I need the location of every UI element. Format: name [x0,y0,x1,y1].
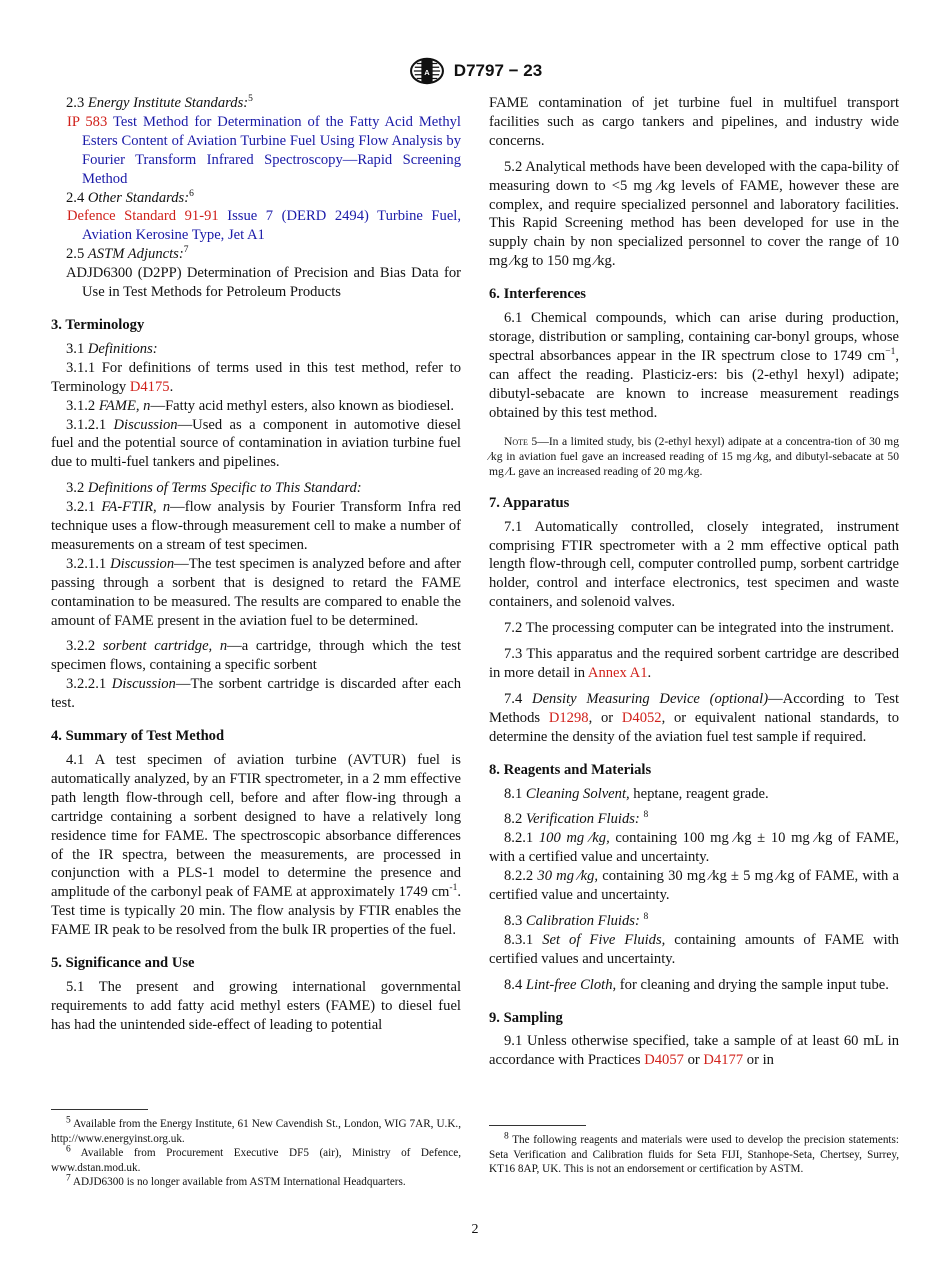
section-9-heading: 9. Sampling [489,1009,563,1026]
page-header [0,56,950,86]
section-8-heading: 8. Reagents and Materials [489,761,652,778]
annex-a1-link[interactable]: Annex A1 [587,664,648,681]
adjd6300-reference: ADJD6300 (D2PP) Determination of Precision and Bias Data for Use in Test Methods for Petroleum Products [66,265,461,301]
d4175-link[interactable]: D4175 [129,378,170,395]
d4177-link[interactable]: D4177 [703,1052,744,1069]
section-3-2-2-1: 3.2.2.1 Discussion—The sorbent cartridge is discarded after each test. [51,676,461,712]
defence-standard-reference [51,207,461,245]
section-7-4: 7.4 Density Measuring Device (optional)—According to Test Methods D1298, or D4052, or equivalent national standards, to determine the density of the aviation fuel test sample if required. [489,690,900,745]
section-8-2-2: 8.2.2 30 mg ⁄kg, containing 30 mg ⁄kg ± 5 mg ⁄kg of FAME, with a certified value and uncertainty. [489,868,899,904]
footnotes-left [51,1117,461,1190]
section-4-1: 4.1 A test specimen of aviation turbine (AVTUR) fuel is automatically analyzed, by an FTIR spectrometer, in a 2 mm effective path length flow-through cell, before and after flow-ing through a cartridge containing a sorbent designed to have a relatively long residence time for FAME. The spectroscopic absorbance differences of the IR spectra, between the measurements, are processed in conjunction with a PLS-1 model to determine the presence and amplitude of the carbonyl peak of FAME at approximately 1749 $cm^{-1}$. Test time is typically 20 min. The flow analysis by FTIR enables the FAME IR peak to be resolved from the bulk IR properties of the fuel. [51,752,461,939]
page-number: 2 [471,1222,479,1237]
section-5-1-continued: FAME contamination of jet turbine fuel in multifuel transport facilities such as cargo tankers and pipelines, and industry wide concerns. [489,95,899,149]
footnote-6: $^6$ Available from Procurement Executive DF5 (air), Ministry of Defence, www.dstan.mod.uk. [51,1144,461,1174]
section-3-1-2: 3.1.2 FAME, n—Fatty acid methyl esters, also known as biodiesel. [66,397,455,414]
footnote-7: $^7$ ADJD6300 is no longer available from ASTM International Headquarters. [66,1173,406,1189]
footnote-5: $^5$ Available from the Energy Institute, 61 New Cavendish St., London, WIG 7AR, U.K., http://www.energyinst.org.uk. [51,1115,461,1145]
defence-standard-title-link[interactable]: Issue 7 (DERD 2494) Turbine Fuel, Aviation Kerosine Type, Jet A1 [82,208,462,244]
section-8-2: 8.2 Verification Fluids: $^8$ [504,810,649,828]
section-2-5: 2.5 ASTM Adjuncts:$^7$ [66,245,189,263]
astm-logo-icon [408,56,446,86]
section-3-2: 3.2 Definitions of Terms Specific to This Standard: [66,480,362,497]
section-8-3: 8.3 Calibration Fluids: $^8$ [504,912,649,929]
note-5: Note 5—In a limited study, bis (2-ethyl hexyl) adipate at a concentra-tion of 30 mg ⁄kg in aviation fuel gave an increased reading of 15 mg ⁄kg, and dibutyl-sebacate at 50 mg ⁄L gave an increased reading of 20 mg ⁄kg. [489,434,899,479]
section-7-heading: 7. Apparatus [489,494,570,511]
section-5-1: 5.1 The present and growing international governmental requirements to add fatty acid methyl esters (FAME) to diesel fuel has had the unintended side-effect of leading to potential [51,978,461,1033]
footnotes-right [489,1133,899,1177]
section-3-1: 3.1 Definitions: [66,340,158,357]
ip583-title-link[interactable]: Test Method for Determination of the Fatty Acid Methyl Esters Content of Aviation Turbine Fuel Using Flow Analysis by Fourier Transform Infrared Spectroscopy—Rapid Screening Method [82,113,461,187]
ip583-reference [51,113,461,189]
section-4-heading: 4. Summary of Test Method [51,728,225,745]
section-3-1-1: 3.1.1 For definitions of terms used in this test method, refer to Terminology D4175. [51,359,461,395]
section-5-heading: 5. Significance and Use [51,955,195,972]
d1298-link[interactable]: D1298 [548,709,589,726]
footnote-divider-left [51,1109,148,1110]
d4057-link[interactable]: D4057 [644,1052,684,1069]
section-6-1: 6.1 Chemical compounds, which can arise during production, storage, distribution or sampling, containing car-bonyl groups, whose spectral absorbances appear in the IR spectrum close to 1749 $cm^{-1}$, can affect the reading. Plasticiz-ers: bis (2-ethyl hexyl) adipate; dibutyl-sebacate are known to increase measurement readings obtained by this test method. [489,310,899,421]
section-8-2-1: 8.2.1 100 mg ⁄kg, containing 100 mg ⁄kg ± 10 mg ⁄kg of FAME, with a certified value and uncertainty. [489,830,899,866]
footnote-8: $^8$ The following reagents and materials were used to develop the precision statements: Seta Verification and Calibration fluids for Seta FIJI, Stanhope-Seta, Chertsey, Surrey, KT16 8AP, UK. This is not an endorsement or certification by ASTM. [489,1131,899,1176]
section-8-4: 8.4 Lint-free Cloth, for cleaning and drying the sample input tube. [504,976,889,993]
section-5-2: 5.2 Analytical methods have been developed with the capa-bility of measuring down to <5 mg ⁄kg levels of FAME, however these are complex, and require specialized personnel and laboratory facilities. This Rapid Screening method has been developed for use in the supply chain by non specialized personnel to cover the range of 10 mg ⁄kg to 150 mg ⁄kg. [489,158,899,270]
svg-text:A: A [424,67,430,77]
section-7-2: 7.2 The processing computer can be integrated into the instrument. [504,620,895,637]
section-7-1: 7.1 Automatically controlled, closely integrated, instrument comprising FTIR spectrometer with a 2 mm effective optical path length flow-through cell, computer controlled pump, sorbent cartridge holder, control and interface electronics, test specimen and waste containers, and solenoid valves. [489,518,899,611]
d4052-link[interactable]: D4052 [621,709,662,726]
defence-standard-link[interactable]: Defence Standard 91-91 [67,208,219,225]
section-9-1: 9.1 Unless otherwise specified, take a sample of at least 60 mL in accordance with Practices D4057 or D4177 or in [489,1033,899,1069]
section-3-1-2-1: 3.1.2.1 Discussion—Used as a component in automotive diesel fuel and the potential source of contamination in aviation turbine fuel due to multi-fuel tankers and pipelines. [51,416,461,471]
left-column [51,94,461,1035]
document-code: D7797 − 23 [453,61,543,80]
right-column [489,94,899,1070]
section-3-2-2: 3.2.2 sorbent cartridge, n—a cartridge, through which the test specimen flows, containing a specific sorbent [51,638,461,674]
section-8-3-1: 8.3.1 Set of Five Fluids, containing amounts of FAME with certified values and uncertainty. [489,931,899,967]
section-3-heading: 3. Terminology [51,316,145,333]
footnote-divider-right [489,1125,586,1126]
section-8-1: 8.1 Cleaning Solvent, heptane, reagent grade. [504,785,769,802]
section-3-2-1: 3.2.1 FA-FTIR, n—flow analysis by Fourier Transform Infra red technique uses a flow-through measurement cell to make a number of measurements on a stream of test specimen. [51,499,461,553]
section-2-4: 2.4 Other Standards:$^6$ [66,188,194,206]
ip583-link[interactable]: IP 583 [67,113,108,130]
section-3-2-1-1: 3.2.1.1 Discussion—The test specimen is analyzed before and after passing through a sorbent that is designed to retard the FAME contamination to be measured. The results are compared to enable the amount of FAME present in the aviation fuel to be determined. [51,555,462,629]
section-6-heading: 6. Interferences [489,286,586,303]
section-7-3: 7.3 This apparatus and the required sorbent cartridge are described in more detail in Annex A1. [489,646,899,681]
section-2-3: 2.3 Energy Institute Standards:$^5$ [66,94,253,111]
